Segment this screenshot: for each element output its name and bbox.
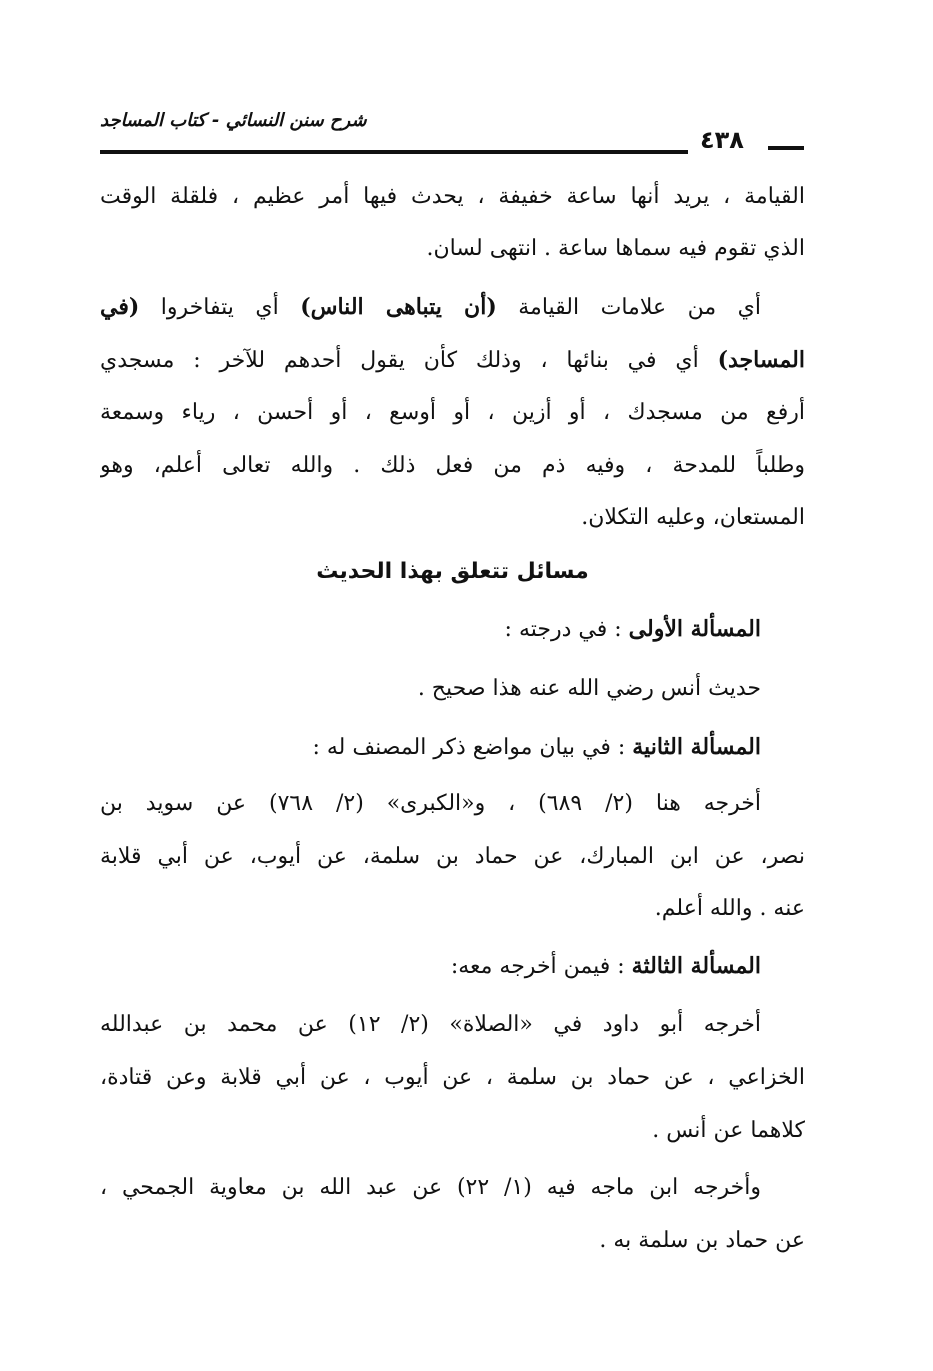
issue-3-line-1: أخرجه أبو داود في «الصلاة» (٢/ ١٢) عن محمد بن عبدالله <box>100 1012 761 1037</box>
issue-1-title: : في درجته : <box>504 617 629 642</box>
paragraph-2-line-5: المستعان، وعليه التكلان. <box>581 505 805 530</box>
section-heading: مسائل تتعلق بهذا الحديث <box>316 559 589 584</box>
running-title: شرح سنن النسائي - كتاب المساجد <box>100 110 367 131</box>
page-number: ٤٣٨ <box>700 126 744 154</box>
paragraph-1-line-1: القيامة ، يريد أنها ساعة خفيفة ، يحدث فيها أمر عظيم ، فلقلة الوقت <box>100 184 805 209</box>
paragraph-2-line-3: أرفع من مسجدك ، أو أزين ، أو أوسع ، أو أحسن ، رياء وسمعة <box>100 400 805 425</box>
paragraph-2-line-1 <box>100 285 805 329</box>
hadith-quote: (أن يتباهى الناس) <box>300 294 497 320</box>
paragraph-2-line-4: وطلباً للمدحة ، وفيه ذم من فعل ذلك . والله تعالى أعلم، وهو <box>100 453 805 478</box>
issue-2-title: : في بيان مواضع ذكر المصنف له : <box>312 735 633 760</box>
paragraph-2-text: أي في بنائها ، وذلك كأن يقول أحدهم للآخر : مسجدي <box>100 348 718 373</box>
issue-1-label: المسألة الأولى <box>628 616 761 642</box>
issue-3-line-5: عن حماد بن سلمة به . <box>599 1228 805 1253</box>
header-rule <box>100 150 688 154</box>
issue-3-line-2: الخزاعي ، عن حماد بن سلمة ، عن أيوب ، عن أبي قلابة وعن قتادة، <box>100 1065 805 1090</box>
issue-2-line-3: عنه . والله أعلم. <box>654 896 805 921</box>
issue-3-title: : فيمن أخرجه معه: <box>450 954 632 979</box>
issue-3-line-4: وأخرجه ابن ماجه فيه (١/ ٢٢) عن عبد الله بن معاوية الجمحي ، <box>100 1175 761 1200</box>
issue-3-heading <box>100 944 761 988</box>
issue-3-line-3: كلاهما عن أنس . <box>652 1118 805 1143</box>
issue-2-heading <box>100 725 761 769</box>
paragraph-2-text: أي يتفاخروا <box>139 295 301 320</box>
issue-2-line-1: أخرجه هنا (٢/ ٦٨٩) ، و«الكبرى» (٢/ ٧٦٨) عن سويد بن <box>100 791 761 816</box>
paragraph-1-line-2: الذي تقوم فيه سماها ساعة . انتهى لسان. <box>426 236 805 261</box>
issue-3-label: المسألة الثالثة <box>631 953 761 979</box>
issue-2-line-2: نصر، عن ابن المبارك، عن حماد بن سلمة، عن أيوب، عن أبي قلابة <box>100 844 805 869</box>
issue-1-body: حديث أنس رضي الله عنه هذا صحيح . <box>417 676 761 701</box>
page-number-dash <box>768 146 804 150</box>
issue-2-label: المسألة الثانية <box>632 734 761 760</box>
paragraph-2-line-2 <box>100 338 805 382</box>
hadith-quote: المساجد) <box>717 347 805 373</box>
hadith-quote: (في <box>100 294 140 320</box>
issue-1-heading <box>100 607 761 651</box>
paragraph-2-text: أي من علامات القيامة <box>496 295 761 320</box>
